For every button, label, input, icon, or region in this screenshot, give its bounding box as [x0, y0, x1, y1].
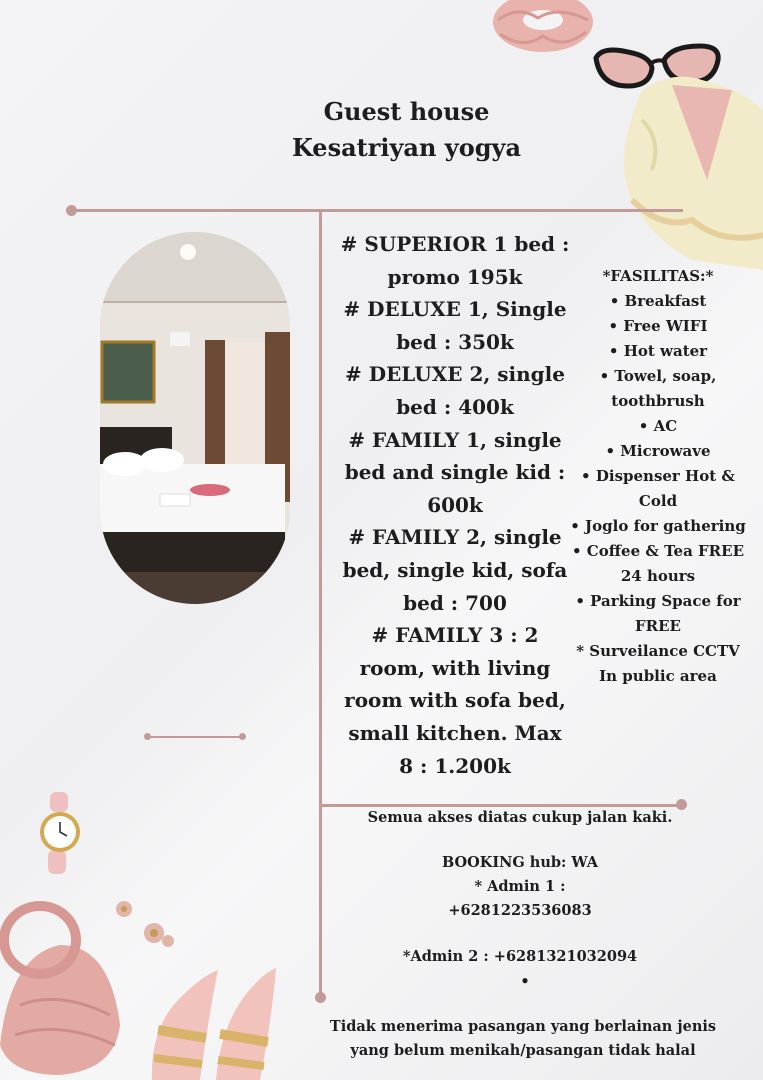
facility-item: • Free WIFI: [608, 317, 708, 335]
facility-item: • Hot water: [608, 342, 708, 360]
small-divider: [148, 736, 242, 738]
facility-item: • Parking Space for FREE: [575, 592, 741, 635]
facility-item: • Towel, soap, toothbrush: [599, 367, 717, 410]
room-item: # SUPERIOR 1 bed : promo 195k: [340, 232, 570, 289]
admin-1-number: +6281223536083: [448, 902, 592, 919]
booking-info: [330, 851, 710, 923]
small-divider-dot-right: [239, 733, 246, 740]
vertical-divider: [319, 210, 322, 997]
handbag-decoration: [0, 895, 126, 1080]
room-item: # FAMILY 2, single bed, single kid, sofa bed : 700: [342, 525, 568, 615]
scrunchie-decoration: [488, 0, 598, 64]
bullet-mark: •: [520, 973, 530, 990]
access-note: Semua akses diatas cukup jalan kaki.: [367, 809, 673, 826]
policy-line-2: yang belum menikah/pasangan tidak halal: [350, 1042, 696, 1059]
facilities-heading: *FASILITAS:*: [602, 267, 714, 285]
title-line-1: Guest house: [323, 97, 490, 126]
facility-item: • Joglo for gathering: [570, 517, 746, 535]
room-item: # FAMILY 1, single bed and single kid : 600k: [344, 427, 566, 517]
facility-item: • Breakfast: [609, 292, 707, 310]
earrings-decoration: [110, 895, 180, 955]
policy-line-1: Tidak menerima pasangan yang berlainan jenis: [329, 1018, 717, 1035]
watch-decoration: [34, 792, 90, 874]
small-divider-dot-left: [144, 733, 151, 740]
facility-item: • Microwave: [605, 442, 711, 460]
facility-item: * Surveilance CCTV In public area: [576, 642, 740, 685]
facility-item: • Coffee & Tea FREE 24 hours: [571, 542, 745, 585]
top-divider: [71, 209, 683, 212]
facilities-list: [568, 264, 748, 689]
facility-item: • AC: [638, 417, 678, 435]
page-title: [0, 94, 763, 166]
room-photo: [100, 232, 290, 604]
facility-item: • Dispenser Hot & Cold: [581, 467, 735, 510]
booking-heading: BOOKING hub: WA: [441, 854, 599, 871]
bottom-line-dot: [315, 992, 326, 1003]
room-item: # FAMILY 3 : 2 room, with living room with sofa bed, small kitchen. Max 8 : 1.200k: [344, 623, 566, 778]
shoes-decoration: [140, 968, 280, 1080]
room-item: # DELUXE 2, single bed : 400k: [345, 362, 565, 419]
room-item: # DELUXE 1, Single bed : 350k: [343, 297, 567, 354]
title-line-2: Kesatriyan yogya: [291, 133, 522, 162]
admin-2-contact: *Admin 2 : +6281321032094: [402, 948, 638, 965]
room-price-list: [338, 228, 572, 782]
admin-1-label: * Admin 1 :: [474, 878, 566, 895]
policy-note: [318, 1015, 728, 1063]
